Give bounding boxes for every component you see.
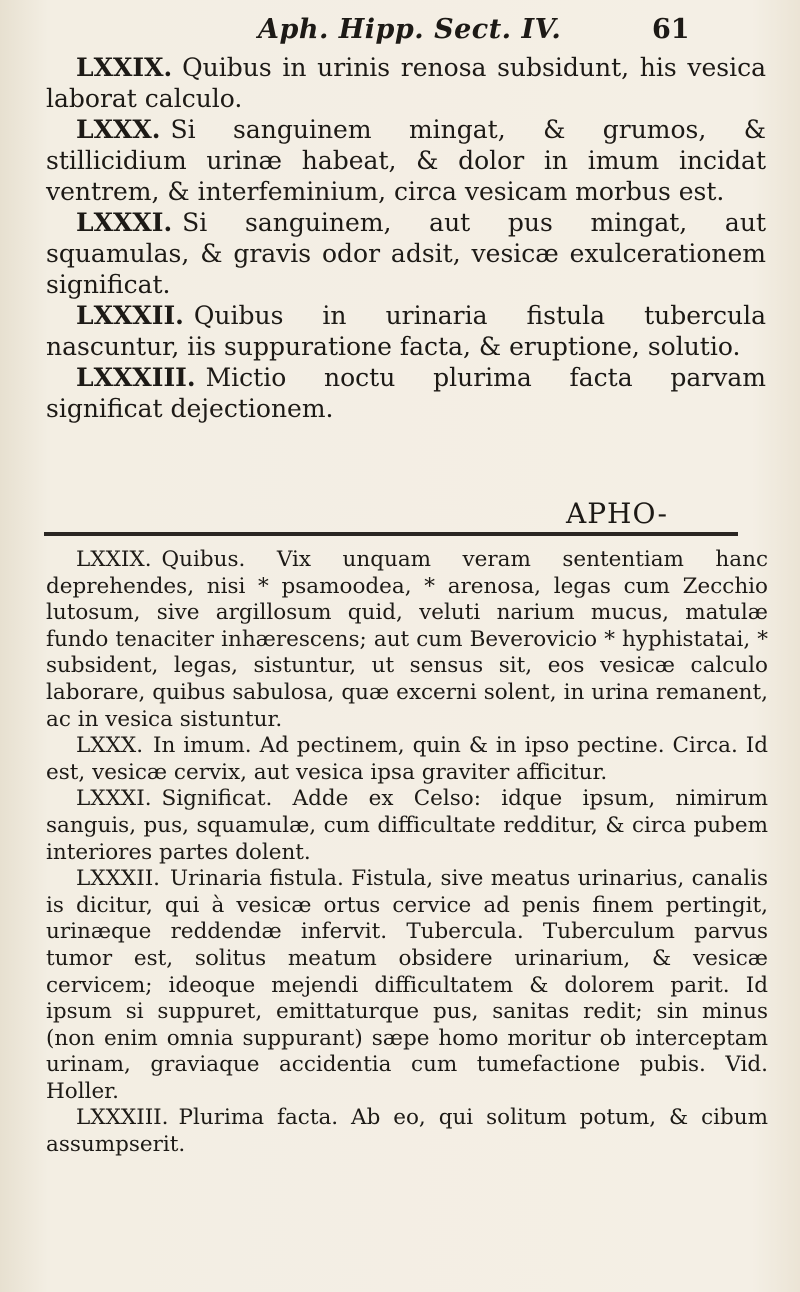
commentary-number: LXXIX.	[76, 547, 152, 572]
aphorism-83	[46, 362, 766, 424]
commentary-text: Significat. Adde ex Celso: idque ipsum, nimirum sanguis, pus, squamulæ, cum difficultate redditur, & circa pubem interiores partes dolent.	[46, 786, 768, 865]
section-divider	[44, 532, 738, 536]
aphorism-block	[46, 52, 766, 424]
commentary-block	[46, 547, 768, 1159]
aphorism-82	[46, 300, 766, 362]
aphorism-number: LXXXII.	[76, 301, 184, 330]
aphorism-number: LXXX.	[76, 115, 161, 144]
aphorism-text: Si sanguinem, aut pus mingat, aut squamulas, & gravis odor adsit, vesicæ exulcerationem significat.	[46, 208, 766, 299]
aphorism-text: Si sanguinem mingat, & grumos, & stillicidium urinæ habeat, & dolor in imum incidat ventrem, & interfeminium, circa vesicam morbus est.	[46, 115, 766, 206]
page-number: 61	[652, 14, 690, 45]
commentary-number: LXXXI.	[76, 786, 152, 812]
aphorism-text: Quibus in urinis renosa subsidunt, his vesica laborat calculo.	[46, 53, 766, 113]
running-title: Aph. Hipp. Sect. IV.	[258, 14, 562, 45]
commentary-number: LXXX.	[76, 733, 144, 759]
catchword: APHO-	[566, 497, 668, 530]
aphorism-text: Quibus in urinaria fistula tubercula nascuntur, iis suppuratione facta, & eruptione, solutio.	[46, 301, 766, 361]
commentary-79	[46, 547, 768, 733]
aphorism-number: LXXIX.	[76, 53, 173, 82]
aphorism-number: LXXXIII.	[76, 363, 196, 392]
commentary-83	[46, 1105, 768, 1158]
aphorism-text: Mictio noctu plurima facta parvam significat dejectionem.	[46, 363, 766, 423]
aphorism-number: LXXXI.	[76, 208, 173, 237]
commentary-80	[46, 733, 768, 786]
commentary-82	[46, 866, 768, 1105]
aphorism-81	[46, 207, 766, 300]
commentary-text: Urinaria fistula. Fistula, sive meatus urinarius, canalis is dicitur, qui à vesicæ ortus cervice ad penis finem pertingit, urinæque reddendæ infervit. Tubercula. Tuberculum parvus tumor est, solitus meatum obsidere urinarium, & vesicæ cervicem; ideoque mejendi difficultatem & dolorem parit. Id ipsum si suppuret, emittaturque pus, sanitas redit; sin minus (non enim omnia suppurant) sæpe homo moritur ob interceptam urinam, graviaque accidentia cum tumefactione pubis. Vid. Holler.	[46, 866, 768, 1104]
commentary-text: Plurima facta. Ab eo, qui solitum potum, & cibum assumpserit.	[46, 1105, 768, 1158]
commentary-text: In imum. Ad pectinem, quin & in ipso pectine. Circa. Id est, vesicæ cervix, aut vesica ipsa graviter afficitur.	[46, 733, 768, 785]
aphorism-80	[46, 114, 766, 207]
page-header	[0, 14, 800, 50]
aphorism-79	[46, 52, 766, 114]
commentary-number: LXXXIII.	[76, 1105, 169, 1131]
commentary-81	[46, 786, 768, 866]
commentary-text: Quibus. Vix unquam veram sententiam hanc deprehendes, nisi * psamoodea, * arenosa, legas cum Zecchio lutosum, sive argillosum quid, veluti narium mucus, matulæ fundo tenaciter inhærescens; aut cum Beverovicio * hyphistatai, * subsident, legas, sistuntur, ut sensus sit, eos vesicæ calculo laborare, quibus sabulosa, quæ excerni solent, in urina remanent, ac in vesica sistuntur.	[46, 547, 768, 732]
commentary-number: LXXXII.	[76, 866, 161, 892]
